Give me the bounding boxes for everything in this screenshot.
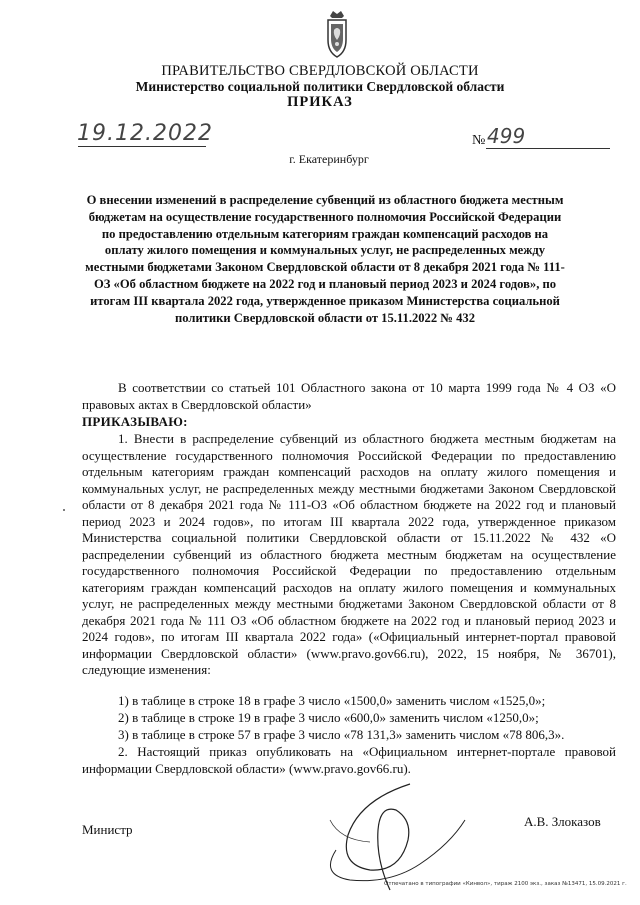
print-footer: Отпечатано в типографии «Кинвол», тираж 2100 экз., заказ №13471, 15.09.2021 г. xyxy=(384,881,627,887)
order-word: ПРИКАЗЫВАЮ: xyxy=(82,414,188,429)
subitem-3: 3) в таблице в строке 57 в графе 3 число «78 131,3» заменить числом «78 806,3». xyxy=(118,727,565,742)
item-1-paragraph: 1. Внести в распределение субвенций из областного бюджета местным бюджетам на осуществление государственного полномочия Российской Федерации по предоставлению отдельным категориям граждан компенсаций расходов на оплату жилого помещения и коммунальных услуг, не распределенных между местными бюджетами Законом Свердловской области от 8 декабря 2021 года № 111-ОЗ «Об областном бюджете на 2022 год и плановый период 2023 и 2024 годов», по итогам III квартала 2022 года, утвержденное приказом Министерства социальной политики Свердловской области от 15.11.2022 № 432 «О распределении субвенций из областного бюджета местным бюджетам на осуществление государственного полномочия Российской Федерации по предоставлению отдельным категориям граждан компенсаций расходов на оплату жилого помещения и коммунальных услуг, не распределенных между местными бюджетами Законом Свердловской области от 8 декабря 2021 года № 111 ОЗ «Об областном бюджете на 2022 год и плановый период 2023 и 2024 годов», по итогам III квартала 2022 года» («Официальный интернет-портал правовой информации Свердловской области» (www.pravo.gov66.ru), 2022, 15 ноября, № 36701), следующие изменения: xyxy=(82,431,616,677)
item-2-paragraph: 2. Настоящий приказ опубликовать на «Официальном интернет-портале правовой информации Свердловской области» (www.pravo.gov66.ru). xyxy=(82,744,616,776)
government-name: ПРАВИТЕЛЬСТВО СВЕРДЛОВСКОЙ ОБЛАСТИ xyxy=(161,63,479,79)
subitem-2: 2) в таблице в строке 19 в графе 3 число «600,0» заменить числом «1250,0»; xyxy=(118,710,539,725)
coat-of-arms-icon xyxy=(322,10,352,60)
number-underline xyxy=(486,148,610,149)
signer-role: Министр xyxy=(82,822,133,837)
document-type: ПРИКАЗ xyxy=(287,94,353,110)
subitem-1: 1) в таблице в строке 18 в графе 3 число «1500,0» заменить числом «1525,0»; xyxy=(118,693,546,708)
ministry-name: Министерство социальной политики Свердловской области xyxy=(135,79,505,94)
city: г. Екатеринбург xyxy=(289,152,369,166)
signer-name: А.В. Злоказов xyxy=(524,814,601,829)
document-number: 499 xyxy=(487,124,526,148)
date-underline xyxy=(78,146,206,147)
number-sign: № xyxy=(472,133,486,148)
document-date: 19.12.2022 xyxy=(77,121,213,146)
document-title: О внесении изменений в распределение субвенций из областного бюджета местным бюджетам на осуществление государственного полномочия Российской Федерации по предоставлению отдельным категориям граждан компенсаций расходов на оплату жилого помещения и коммунальных услуг, не распределенных между местными бюджетами Законом Свердловской области от 8 декабря 2021 года № 111-ОЗ «Об областном бюджете на 2022 год и плановый период 2023 и 2024 годов», по итогам III квартала 2022 года, утвержденное приказом Министерства социальной политики Свердловской области от 15.11.2022 № 432 xyxy=(85,193,565,325)
scan-speck xyxy=(63,509,65,511)
preamble-paragraph: В соответствии со статьей 101 Областного закона от 10 марта 1999 года № 4 ОЗ «О правовых актах в Свердловской области» xyxy=(82,380,616,412)
